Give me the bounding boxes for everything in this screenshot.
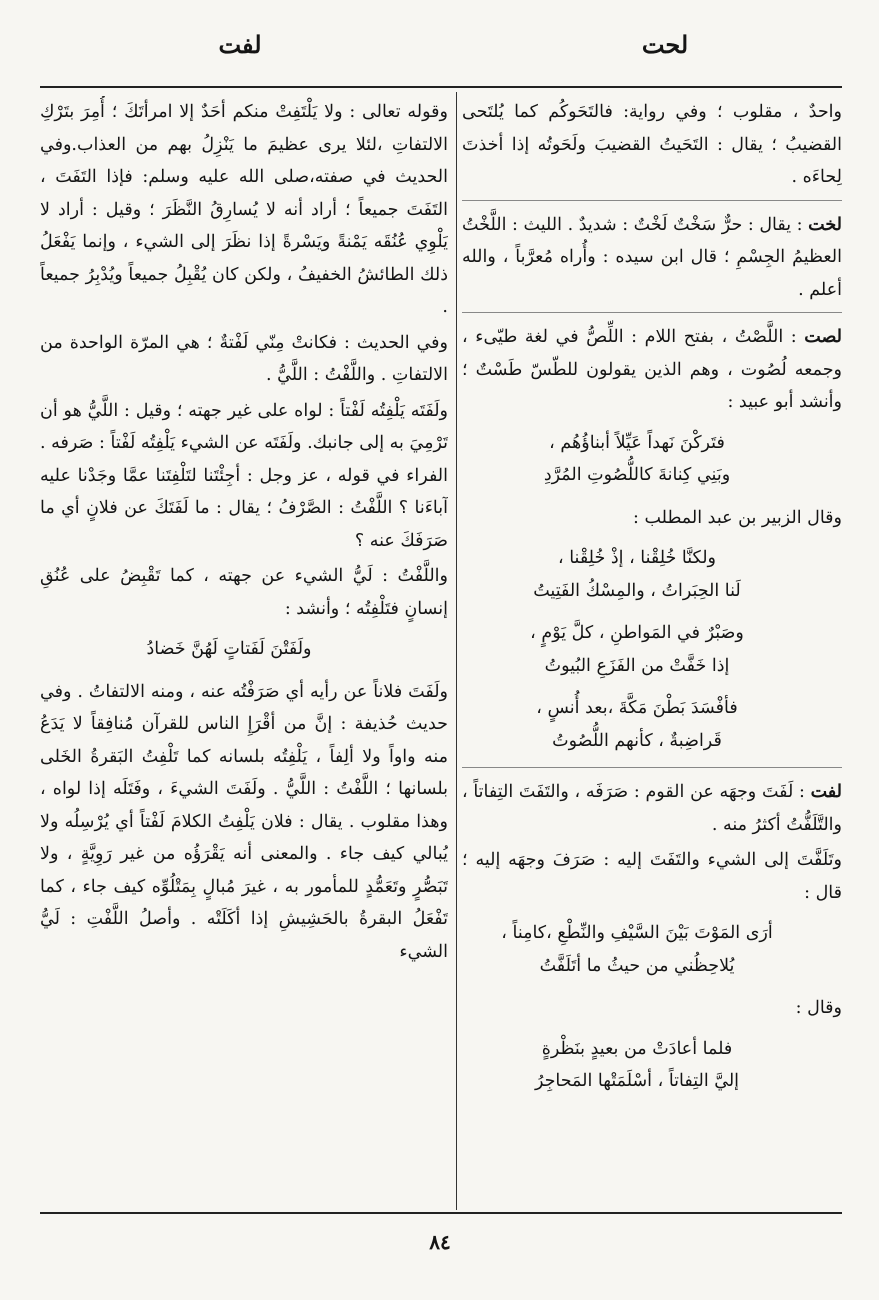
entry-lkht	[462, 209, 842, 307]
paragraph: واللَّفْتُ : لَيُّ الشيء عن جهته ، كما تَقْبِضُ على عُنُقِ إنسانٍ فتَلْفِتُه ؛ وأنشد :	[40, 566, 448, 619]
verse-line: فلما أعادَتْ من بعيدٍ بنَظْرةٍ	[541, 1038, 733, 1059]
paragraph: ولَفَتَه يَلْفِتُه لَفْتاً : لواه على غير جهته ؛ وقيل : اللَّيُّ هو أن تَرْمِيَ به إلى جانبك. ولَفَتَه عن الشيء يَلْفِتُه لَفْتاً : صَرفه . الفراء في قوله ، عز وجل : أجِئْتَنا لتَلْفِتَنا عمَّا وجَدْنا عليه آباءَنا ؟ اللَّفْتُ : الصَّرْفُ ؛ يقال : ما لَفَتَكَ عن فلانٍ أي ما صَرَفَكَ عنه ؟	[40, 400, 448, 551]
entry-separator	[462, 312, 842, 313]
paragraph: واحدٌ ، مقلوب ؛ وفي رواية: فالتَحَوكُم كما يُلتَحى القضيبُ ؛ يقال : التَحَيتُ القضيبَ ولَحَوتُه إذا أخذتَ لِحاءَه .	[462, 102, 842, 187]
verse	[462, 617, 842, 682]
verse-line: قَراضِبةٌ ، كأنهم اللُّصُوتُ	[552, 730, 722, 751]
right-column	[462, 96, 842, 1206]
footer-rule	[40, 1212, 842, 1214]
verse-line: ولَفَتْنَ لَفَتاتٍ لَهُنَّ خَضادُ	[146, 639, 312, 659]
verse-line: ولكنَّا خُلِقْنا ، إذْ خُلِقْنا ،	[558, 548, 716, 568]
verse	[462, 692, 842, 757]
verse-line: لَنا الحِبَراتُ ، والمِسْكُ الفَتِيتُ	[533, 580, 741, 601]
entry-text: : اللَّصْتُ ، بفتح اللام : اللِّصُّ في لغة طيّىء ، وجمعه لُصُوت ، وهم الذين يقولون للطّسّ طَسْتٌ ؛ وأنشد أبو عبيد :	[462, 327, 842, 412]
paragraph: وقال :	[795, 998, 842, 1018]
verse-line: فتَركْنَ نَهداً عَيِّلاً أبناؤُهُم ،	[549, 432, 725, 453]
verse	[40, 633, 448, 666]
header-rule	[40, 86, 842, 88]
verse	[462, 542, 842, 607]
paragraph: وقال الزبير بن عبد المطلب :	[633, 507, 842, 528]
entry-headword: لفت	[810, 782, 842, 802]
verse-line: وبَنِي كِنانةَ كاللُّصُوتِ المُرَّدِ	[543, 465, 731, 485]
entry-lst	[462, 321, 842, 419]
verse	[462, 427, 842, 492]
verse-line: إليَّ التِفاتاً ، أسْلَمَتْها المَحاجِرُ	[534, 1071, 740, 1091]
running-header-right: لحت	[641, 30, 689, 59]
column-divider	[456, 92, 457, 1210]
verse-line: يُلاحِظُني من حيثُ ما أتَلَفَّتُ	[539, 955, 735, 976]
entry-text: : لَفَتَ وجهَه عن القوم : صَرَفَه ، والتَفَتَ التِفاتاً ، والتَّلَفُّتُ أكثرُ منه .	[462, 782, 842, 835]
entry-headword: لصت	[804, 327, 842, 347]
verse-line: فأفْسَدَ بَطْنَ مَكَّةَ ،بعد أُنسٍ ،	[536, 698, 738, 718]
paragraph: ولَفَتَ فلاناً عن رأيه أي صَرَفْتُه عنه ، ومنه الالتفاتُ . وفي حديث حُذيفة : إنَّ من أقْرَإِ الناس للقرآن مُنافِقاً لا يَدَعُ منه واواً ولا ألِفاً ، يَلْفِتُه بلسانه كما تَلْفِتُ البَقرةُ الخَلى بلسانها ؛ اللَّفْتُ : اللَّيُّ . ولَفَتَ الشيءَ ، وفَتَلَه إذا لواه ، وهذا مقلوب . يقال : فلان يَلْفِتُ الكلامَ لَفْتاً أي يُرْسِلُه ولا يُبالي كيف جاء . والمعنى أنه يَقْرَؤُه من غير رَوِيَّةٍ ، ولا تَبَصُّرٍ وتَعَمُّدٍ للمأمور به ، غيرَ مُبالٍ بِمَتْلُوِّه كيف جاء ، كما تَفْعَلُ البقرةُ بالحَشِيشِ إذا أكَلَتْه . وأصلُ اللَّفْتِ : لَيُّ الشيء	[40, 681, 448, 962]
verse	[462, 1033, 842, 1098]
paragraph: وقوله تعالى : ولا يَلْتَفِتْ منكم أحَدٌ إلا امرأتَكَ ؛ أُمِرَ بتَرْكِ الالتفاتِ ،لئلا يرى عظيمَ ما يَنْزِلُ بهم من العذاب.وفي الحديث في صفته،صلى الله عليه وسلم: فإذا التَفَتَ ، التَفَتَ جميعاً ؛ أراد أنه لا يُسارِقُ النَّظَرَ ؛ وقيل : أراد لا يَلْوِي عُنُقَه يَمْنةً ويَسْرةً إذا نظَرَ إلى الشيء ، وإنما يَفْعَلُ ذلك الطائشُ الخفيفُ ، ولكن كان يُقْبِلُ جميعاً ويُدْبِرُ جميعاً .	[40, 102, 448, 317]
verse-line: أرَى المَوْتَ بَيْنَ السَّيْفِ والنِّطْعِ ،كامِناً ،	[501, 923, 773, 943]
left-column	[40, 96, 448, 1206]
page-number: ٨٤	[429, 1230, 451, 1254]
running-header-left: لفت	[218, 30, 262, 59]
entry-text: : يقال : حرٌّ سَخْتٌ لَخْتٌ : شديدٌ . الليث : اللَّخْتُ العظيمُ الجِسْمِ ؛ قال ابن سيده : وأُراه مُعرَّباً ، والله أعلم .	[462, 214, 842, 300]
entry-separator	[462, 200, 842, 201]
entry-lft	[462, 776, 842, 841]
verse-line: وصَبْرٌ في المَواطنِ ، كلَّ يَوْمٍ ،	[530, 623, 744, 643]
paragraph: وفي الحديث : فكانتْ مِنّي لَفْتةٌ ؛ هي المرّة الواحدة من الالتفاتِ . واللَّفْتُ : اللَّيُّ .	[40, 332, 448, 385]
entry-separator	[462, 767, 842, 768]
verse-line: إذا خَفَّتْ من الفَزَعِ البُيوتُ	[544, 655, 730, 676]
entry-headword: لخت	[808, 214, 842, 235]
paragraph: وتَلَفَّتَ إلى الشيء والتَفَتَ إليه : صَرَفَ وجهَه إليه ؛ قال :	[462, 850, 842, 903]
verse	[462, 917, 842, 982]
